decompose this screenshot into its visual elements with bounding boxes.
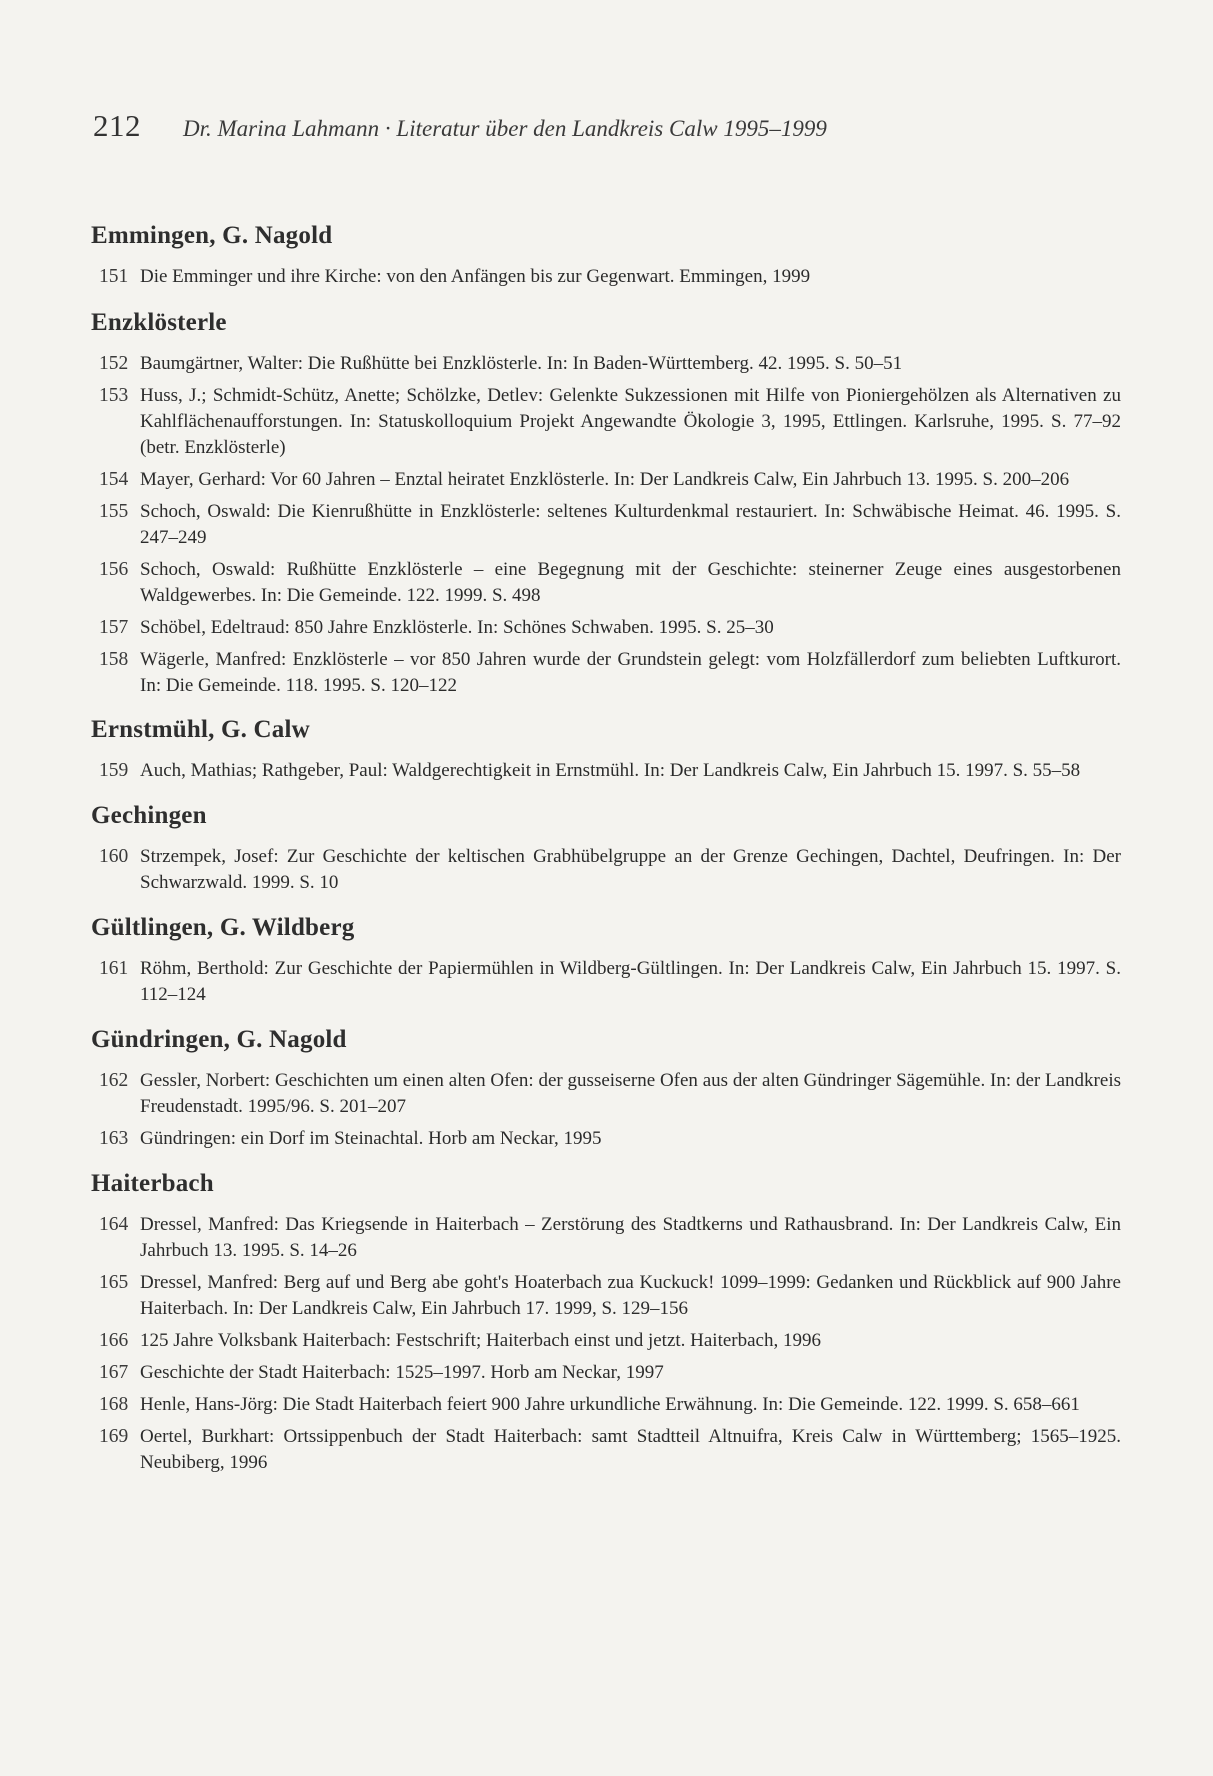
- section: [91, 914, 1121, 1008]
- entry-number: 153: [99, 385, 129, 406]
- section-heading: Gündringen, G. Nagold: [91, 1026, 347, 1053]
- bibliography-entry: [91, 647, 1121, 699]
- bibliography-entry: [91, 383, 1121, 461]
- bibliography-entry: [91, 1328, 1121, 1354]
- entry-number: 156: [99, 559, 129, 580]
- entry-number: 164: [99, 1214, 129, 1235]
- entry-text: Röhm, Berthold: Zur Geschichte der Papiermühlen in Wildberg-Gültlingen. In: Der Landkreis Calw, Ein Jahrbuch 15. 1997. S. 112–124: [140, 958, 1121, 1005]
- entry-text: Gessler, Norbert: Geschichten um einen alten Ofen: der gusseiserne Ofen aus der alten Gündringer Sägemühle. In: der Landkreis Freudenstadt. 1995/96. S. 201–207: [140, 1070, 1121, 1117]
- entry-text: Auch, Mathias; Rathgeber, Paul: Waldgerechtigkeit in Ernstmühl. In: Der Landkreis Calw, Ein Jahrbuch 15. 1997. S. 55–58: [140, 760, 1081, 781]
- bibliography-entry: [91, 1068, 1121, 1120]
- entry-text: Gündringen: ein Dorf im Steinachtal. Horb am Neckar, 1995: [140, 1128, 602, 1149]
- entry-number: 158: [99, 649, 129, 670]
- bibliography-entry: [91, 1270, 1121, 1322]
- entry-number: 167: [99, 1362, 129, 1383]
- section: [91, 802, 1121, 896]
- section: [91, 716, 1121, 784]
- entry-text: Mayer, Gerhard: Vor 60 Jahren – Enztal heiratet Enzklösterle. In: Der Landkreis Calw, Ein Jahrbuch 13. 1995. S. 200–206: [140, 469, 1070, 490]
- bibliography-entry: [91, 1424, 1121, 1476]
- entry-number: 160: [99, 846, 129, 867]
- section: [91, 309, 1121, 699]
- entry-number: 162: [99, 1070, 129, 1091]
- entry-number: 165: [99, 1272, 129, 1293]
- entry-number: 161: [99, 958, 129, 979]
- bibliography-entry: [91, 1212, 1121, 1264]
- section: [91, 1170, 1121, 1476]
- entry-text: Schoch, Oswald: Die Kienrußhütte in Enzklösterle: seltenes Kulturdenkmal restauriert. In: Schwäbische Heimat. 46. 1995. S. 247–249: [140, 501, 1121, 548]
- section-heading: Gechingen: [91, 802, 207, 829]
- bibliography-entry: [91, 1392, 1121, 1418]
- section: [91, 1026, 1121, 1152]
- bibliography-entry: [91, 844, 1121, 896]
- bibliography-entry: [91, 1360, 1121, 1386]
- entry-text: Dressel, Manfred: Berg auf und Berg abe goht's Hoaterbach zua Kuckuck! 1099–1999: Gedanken und Rückblick auf 900 Jahre Haiterbach. In: Der Landkreis Calw, Ein Jahrbuch 17. 1999, S. 129–156: [140, 1272, 1121, 1319]
- entry-text: Oertel, Burkhart: Ortssippenbuch der Stadt Haiterbach: samt Stadtteil Altnuifra, Kreis Calw in Württemberg; 1565–1925. Neubiberg, 1996: [140, 1426, 1121, 1473]
- entry-text: Die Emminger und ihre Kirche: von den Anfängen bis zur Gegenwart. Emmingen, 1999: [140, 266, 811, 287]
- entry-text: 125 Jahre Volksbank Haiterbach: Festschrift; Haiterbach einst und jetzt. Haiterbach, 1996: [140, 1330, 821, 1351]
- entry-number: 163: [99, 1128, 129, 1149]
- bibliography-list: [91, 222, 1121, 1482]
- entry-number: 151: [99, 266, 129, 287]
- page-number: 212: [93, 108, 141, 143]
- bibliography-entry: [91, 351, 1121, 377]
- entry-number: 152: [99, 353, 129, 374]
- section-heading: Ernstmühl, G. Calw: [91, 716, 310, 743]
- bibliography-entry: [91, 956, 1121, 1008]
- entry-text: Dressel, Manfred: Das Kriegsende in Haiterbach – Zerstörung des Stadtkerns und Rathausbrand. In: Der Landkreis Calw, Ein Jahrbuch 13. 1995. S. 14–26: [140, 1214, 1121, 1261]
- entry-text: Huss, J.; Schmidt-Schütz, Anette; Schölzke, Detlev: Gelenkte Sukzessionen mit Hilfe von Pioniergehölzen als Alternativen zu Kahlflächenaufforstungen. In: Statuskolloquium Projekt Angewandte Ökologie 3, 1995, Ettlingen. Karlsruhe, 1995. S. 77–92 (betr. Enzklösterle): [140, 385, 1121, 458]
- entry-text: Schöbel, Edeltraud: 850 Jahre Enzklösterle. In: Schönes Schwaben. 1995. S. 25–30: [140, 617, 774, 638]
- bibliography-entry: [91, 557, 1121, 609]
- entry-text: Strzempek, Josef: Zur Geschichte der keltischen Grabhübelgruppe an der Grenze Gechingen, Dachtel, Deufringen. In: Der Schwarzwald. 1999. S. 10: [140, 846, 1121, 893]
- bibliography-entry: [91, 499, 1121, 551]
- section-heading: Enzklösterle: [91, 309, 227, 336]
- entry-text: Schoch, Oswald: Rußhütte Enzklösterle – eine Begegnung mit der Geschichte: steinerner Zeuge eines ausgestorbenen Waldgewerbes. In: Die Gemeinde. 122. 1999. S. 498: [140, 559, 1121, 606]
- section-heading: Haiterbach: [91, 1170, 214, 1197]
- bibliography-entry: [91, 264, 1121, 290]
- bibliography-entry: [91, 1126, 1121, 1152]
- bibliography-entry: [91, 467, 1121, 493]
- entry-text: Wägerle, Manfred: Enzklösterle – vor 850 Jahren wurde der Grundstein gelegt: vom Holzfällerdorf zum beliebten Luftkurort. In: Die Gemeinde. 118. 1995. S. 120–122: [140, 649, 1121, 696]
- entry-number: 157: [99, 617, 129, 638]
- entry-number: 155: [99, 501, 129, 522]
- entry-number: 159: [99, 760, 129, 781]
- entry-number: 154: [99, 469, 129, 490]
- section-heading: Gültlingen, G. Wildberg: [91, 914, 355, 941]
- section-heading: Emmingen, G. Nagold: [91, 222, 333, 249]
- entry-number: 169: [99, 1426, 129, 1447]
- entry-text: Baumgärtner, Walter: Die Rußhütte bei Enzklösterle. In: In Baden-Württemberg. 42. 1995. S. 50–51: [140, 353, 903, 374]
- bibliography-entry: [91, 615, 1121, 641]
- entry-number: 166: [99, 1330, 129, 1351]
- entry-number: 168: [99, 1394, 129, 1415]
- section: [91, 222, 1121, 290]
- page-header: [93, 108, 827, 144]
- entry-text: Henle, Hans-Jörg: Die Stadt Haiterbach feiert 900 Jahre urkundliche Erwähnung. In: Die Gemeinde. 122. 1999. S. 658–661: [140, 1394, 1080, 1415]
- running-title: Dr. Marina Lahmann · Literatur über den Landkreis Calw 1995–1999: [183, 116, 827, 141]
- bibliography-entry: [91, 758, 1121, 784]
- entry-text: Geschichte der Stadt Haiterbach: 1525–1997. Horb am Neckar, 1997: [140, 1362, 664, 1383]
